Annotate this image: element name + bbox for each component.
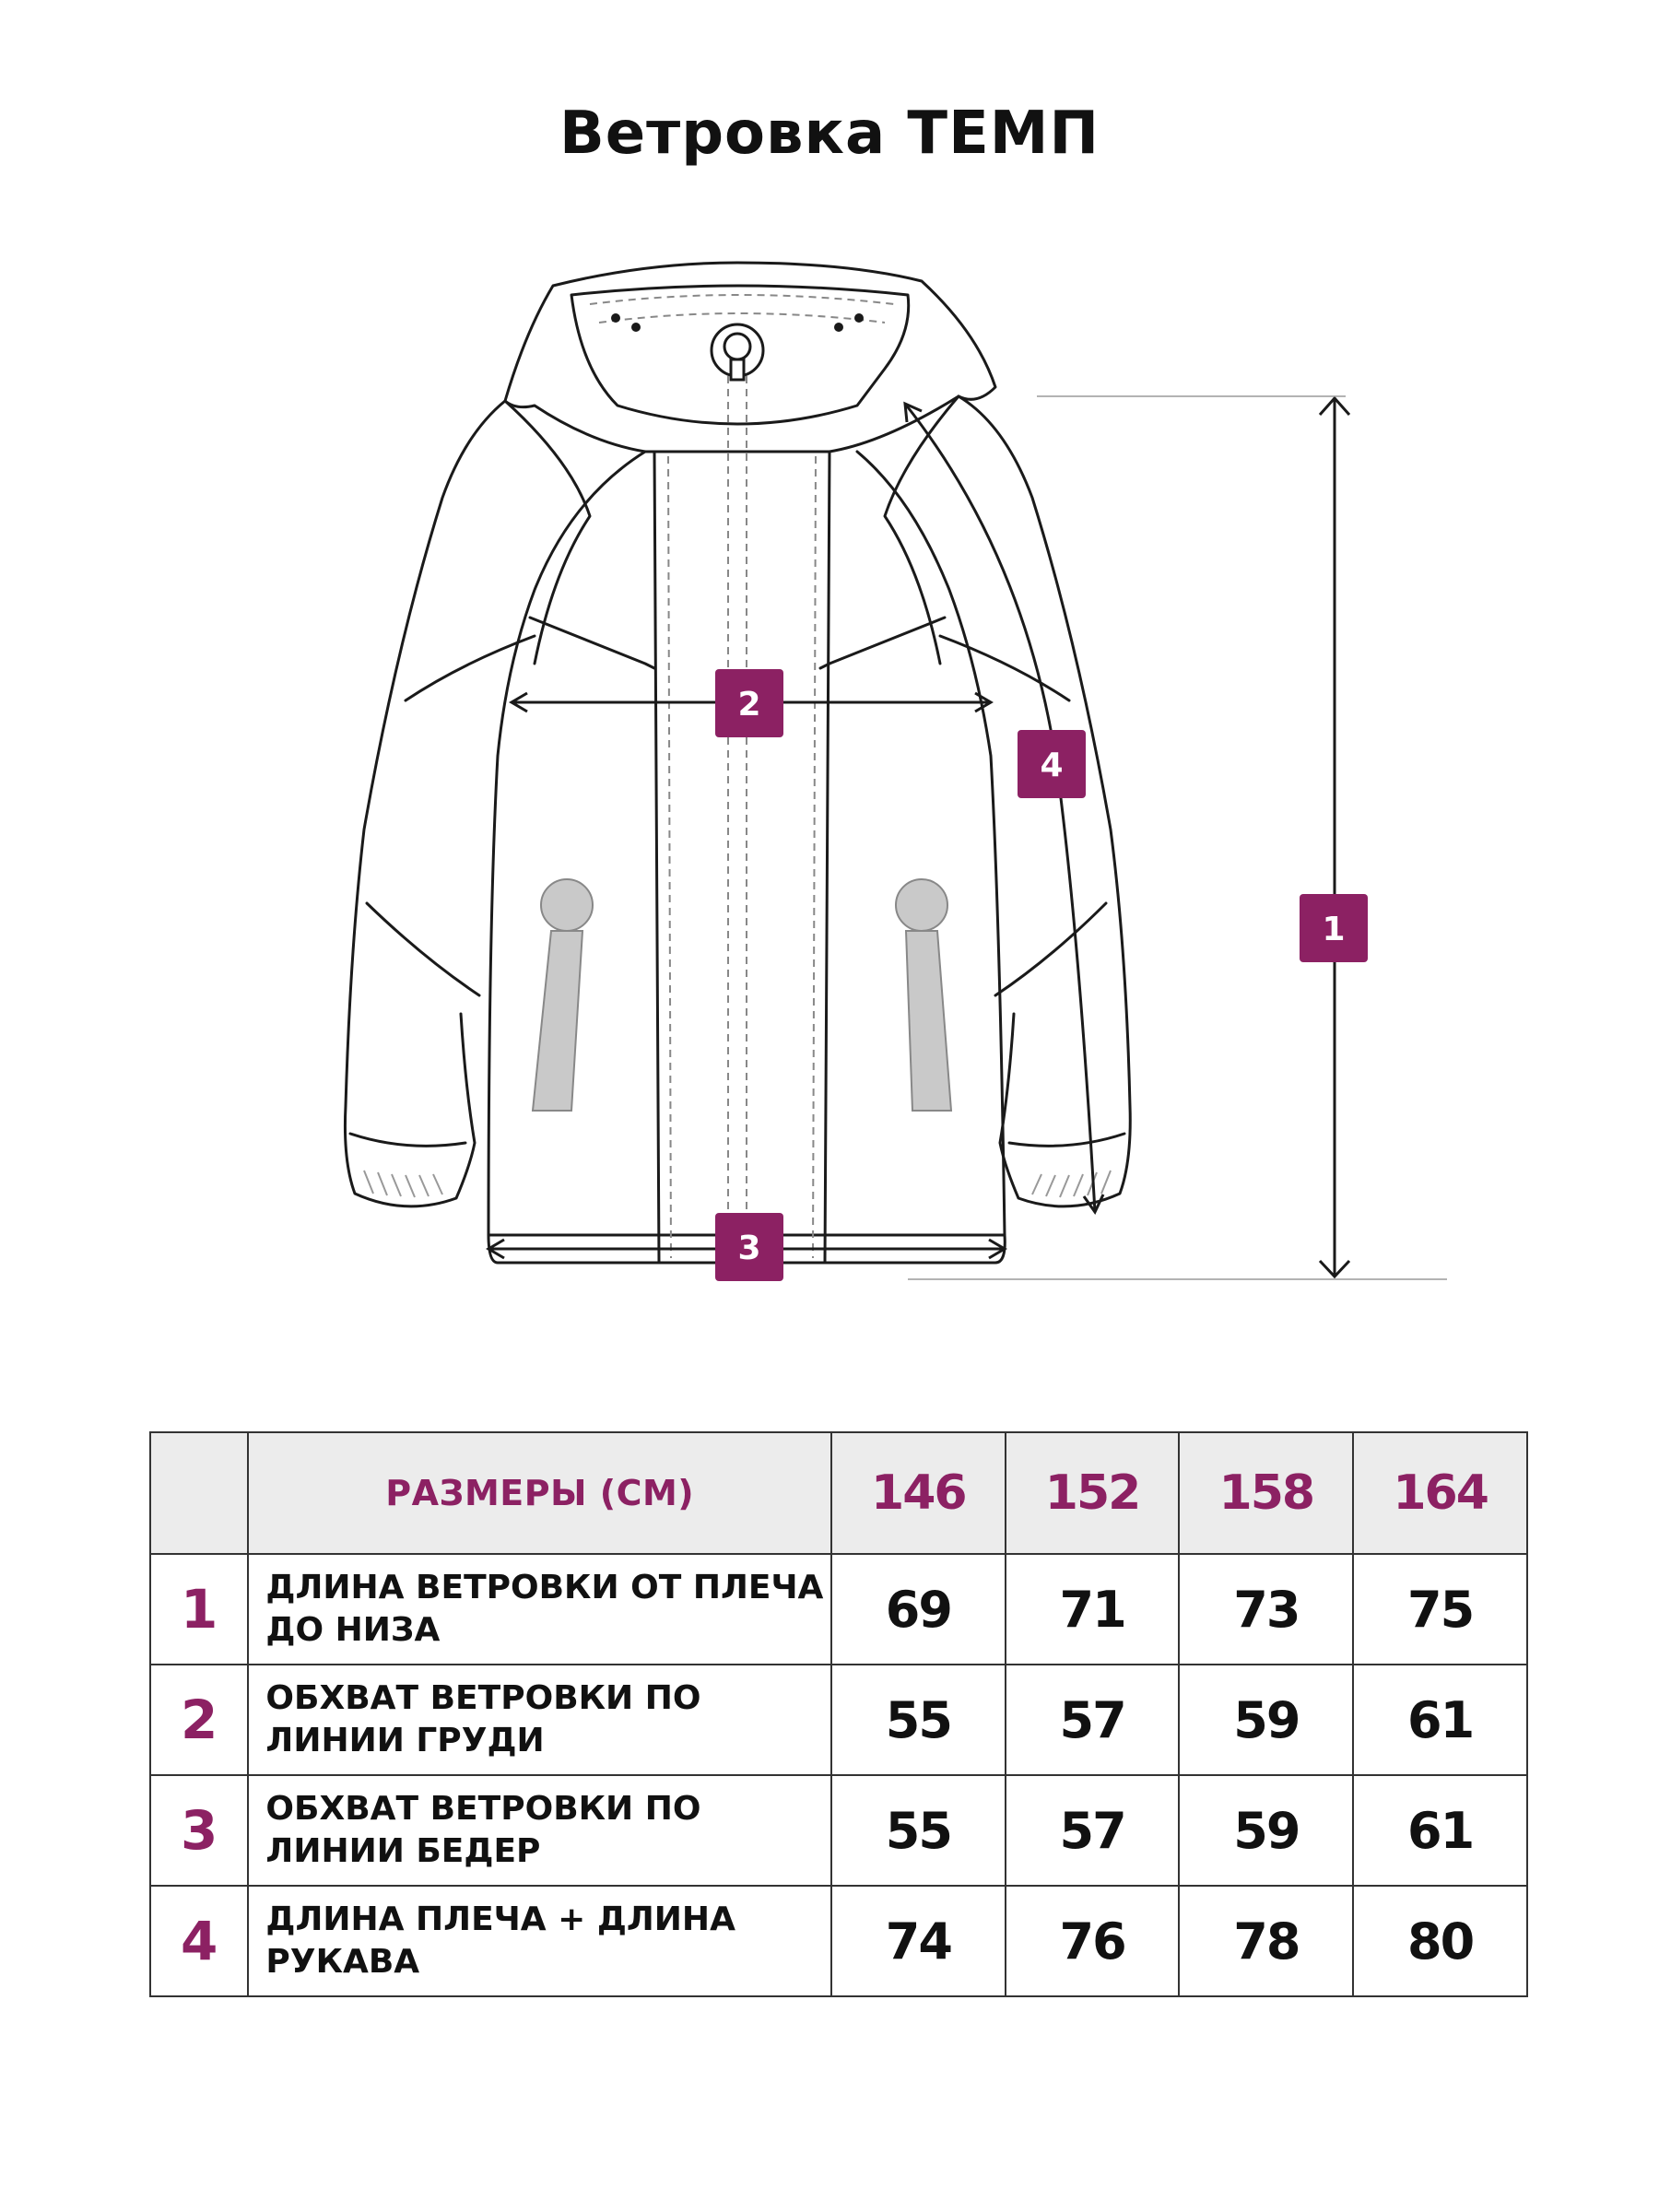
row-value: 59 (1179, 1775, 1353, 1886)
row-value: 76 (1006, 1886, 1180, 1996)
header-size: 152 (1006, 1432, 1180, 1554)
right-sleeve-outline (959, 396, 1130, 1206)
row-value: 57 (1006, 1665, 1180, 1775)
table-row (150, 1886, 1527, 1996)
row-value: 71 (1006, 1554, 1180, 1665)
row-value: 74 (831, 1886, 1006, 1996)
row-value: 78 (1179, 1886, 1353, 1996)
table-row (150, 1665, 1527, 1775)
marker-2 (715, 669, 783, 737)
header-empty-cell (150, 1432, 248, 1554)
size-table (149, 1431, 1528, 1997)
row-label: ОБХВАТ ВЕТРОВКИ ПО ЛИНИИ ГРУДИ (248, 1665, 831, 1775)
table-row (150, 1775, 1527, 1886)
marker-1 (1300, 894, 1368, 962)
marker-4-label: 4 (1040, 747, 1064, 784)
row-value: 61 (1353, 1665, 1527, 1775)
row-number: 3 (150, 1775, 248, 1886)
row-value: 75 (1353, 1554, 1527, 1665)
row-value: 73 (1179, 1554, 1353, 1665)
zipper-pull (712, 324, 763, 380)
header-label: РАЗМЕРЫ (СМ) (248, 1432, 831, 1554)
size-table-header (150, 1432, 1527, 1554)
header-size: 164 (1353, 1432, 1527, 1554)
row-label: ДЛИНА ВЕТРОВКИ ОТ ПЛЕЧА ДО НИЗА (248, 1554, 831, 1665)
page-title: Ветровка ТЕМП (559, 100, 1100, 168)
left-pocket (533, 879, 593, 1111)
row-number: 1 (150, 1554, 248, 1665)
marker-4 (1018, 730, 1086, 798)
marker-3 (715, 1213, 783, 1281)
row-value: 59 (1179, 1665, 1353, 1775)
row-label: ДЛИНА ПЛЕЧА + ДЛИНА РУКАВА (248, 1886, 831, 1996)
header-size: 146 (831, 1432, 1006, 1554)
marker-3-label: 3 (737, 1230, 761, 1267)
row-value: 69 (831, 1554, 1006, 1665)
table-row (150, 1554, 1527, 1665)
marker-1-label: 1 (1322, 911, 1346, 948)
right-pocket (896, 879, 951, 1111)
row-number: 4 (150, 1886, 248, 1996)
row-label: ОБХВАТ ВЕТРОВКИ ПО ЛИНИИ БЕДЕР (248, 1775, 831, 1886)
row-number: 2 (150, 1665, 248, 1775)
marker-2-label: 2 (737, 686, 761, 724)
row-value: 55 (831, 1775, 1006, 1886)
left-sleeve-outline (345, 401, 505, 1206)
row-value: 61 (1353, 1775, 1527, 1886)
header-size: 158 (1179, 1432, 1353, 1554)
row-value: 80 (1353, 1886, 1527, 1996)
row-value: 55 (831, 1665, 1006, 1775)
row-value: 57 (1006, 1775, 1180, 1886)
